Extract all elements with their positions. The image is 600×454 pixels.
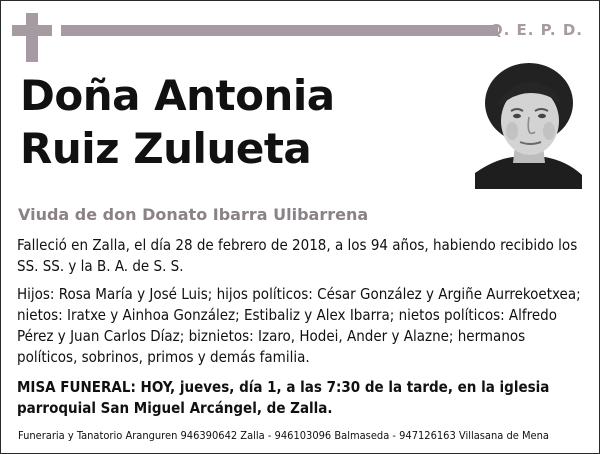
death-notice-paragraph: Falleció en Zalla, el día 28 de febrero de 2018, a los 94 años, habiendo recibido los SS. SS. y la B. A. de S. S.	[17, 236, 578, 275]
name-line-1: Doña Antonia	[20, 71, 335, 120]
deceased-name	[20, 69, 335, 175]
funeral-paragraph: MISA FUNERAL: HOY, jueves, día 1, a las 7:30 de la tarde, en la iglesia parroquial San Miguel Arcángel, de Zalla.	[17, 378, 550, 417]
family-paragraph: Hijos: Rosa María y José Luis; hijos políticos: César González y Argiñe Aurrekoetxea; nietos: Iratxe y Ainhoa González; Estibaliz y Alex Ibarra; nietos políticos: Alfredo Pérez y Juan Carlos Díaz; biznietos: Izaro, Hodei, Ander y Alazne; hermanos políticos, sobrinos, primos y demás familia.	[17, 285, 581, 366]
cross-icon-bar	[12, 25, 52, 36]
portrait-photo	[475, 61, 582, 189]
widow-of-line: Viuda de don Donato Ibarra Ulibarrena	[18, 205, 369, 224]
header-rule	[61, 25, 498, 36]
name-line-2: Ruiz Zulueta	[20, 124, 312, 173]
cross-icon	[26, 13, 38, 62]
qepd-label: Q. E. P. D.	[489, 21, 583, 39]
funeral-home-footer: Funeraria y Tanatorio Aranguren 946390642 Zalla - 946103096 Balmaseda - 947126163 Villasana de Mena	[18, 429, 549, 442]
